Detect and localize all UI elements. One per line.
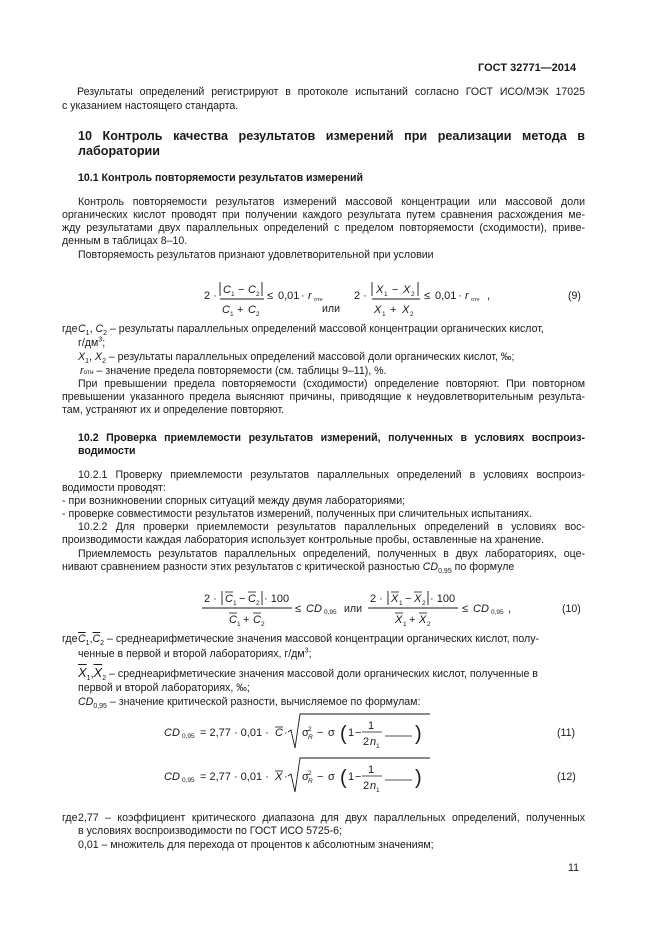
eq9-r-sub: отн — [314, 297, 323, 303]
formula-11 — [160, 710, 586, 756]
eq11-cd-sub: 0,95 — [182, 733, 195, 740]
eq11-paren-left: ( — [340, 723, 347, 745]
eq12-sq: 2 — [308, 770, 312, 777]
eq9-r: r — [308, 290, 312, 302]
eq11-dot: · — [284, 727, 288, 739]
s102-defCD: $CD_{0,95}$ – значение критической разности, вычисляемое по формулам: — [78, 696, 421, 711]
eq9b-den-x2: X — [402, 304, 410, 316]
eq11-frac-two: 2 — [363, 736, 370, 748]
eq9b-leq: ≤ — [424, 290, 431, 302]
s101-def1: $C_1$, $C_2$ – результаты параллельных определений массовой концентрации органических кислот, — [78, 323, 544, 338]
def-277-line1: 2,77 – коэффициент критического диапазона для двух параллельных определений, полученных — [78, 812, 585, 824]
section-10-title-line-1: 10 Контроль качества результатов измерений при реализации метода в — [78, 129, 585, 143]
eq11-r-sub: R — [308, 734, 313, 741]
eq10b-comma: , — [508, 603, 512, 615]
eq12-cd-sub: 0,95 — [182, 777, 195, 784]
def-001: 0,01 – множитель для перехода от процентов к абсолютным значениям; — [78, 839, 434, 851]
eq11-minus: − — [317, 727, 324, 739]
eq10b-den-plus: + — [409, 614, 416, 626]
eq11-minus2: − — [355, 727, 362, 739]
eq11-sq: 2 — [308, 726, 312, 733]
eq9-den-c1-sub: 1 — [230, 311, 234, 318]
s101-p3-line3: там, устраняют их и определение повторяют. — [62, 404, 285, 416]
eq10b-den-x2: X — [419, 614, 427, 626]
section-10-1-title: 10.1 Контроль повторяемости результатов измерений — [78, 172, 364, 184]
s101-p3-line1: При превышении предела повторяемости (сходимости) определение повторяют. При повторном — [78, 378, 585, 390]
eq12-frac-one: 1 — [368, 764, 375, 776]
eq12-minus2: − — [355, 771, 362, 783]
section-10-2-title-line2: водимости — [78, 445, 136, 457]
eq9b-factor: 0,01 — [435, 290, 457, 302]
s101-where: где — [62, 323, 78, 335]
s102-defX-line1: $\overline{X}_1,\overline{X}_2$ – среднеарифметические значения массовой доли органических кислот, полученные в — [78, 665, 538, 683]
eq9-c1-sub: 1 — [231, 291, 235, 298]
eq10-den-c1: C — [229, 614, 237, 626]
eq9b-dot: · — [458, 290, 462, 302]
s102-defX-line2: первой и второй лабораториях, ‰; — [78, 682, 250, 694]
section-10-title-line-2: лаборатории — [78, 144, 161, 158]
eq12-sigma2: σ — [328, 771, 335, 783]
eq10b-den-x2-sub: 2 — [427, 621, 431, 628]
eq9-c1: C — [223, 284, 231, 296]
eq10-number: (10) — [562, 603, 581, 615]
eq10-cd-sub: 0,95 — [324, 609, 337, 616]
intro-line-2: с указанием настоящего стандарта. — [62, 100, 239, 112]
eq12-r-sub: R — [308, 778, 313, 785]
eq9b-coef: 2 · — [354, 290, 367, 302]
eq10-den-c2-sub: 2 — [261, 621, 265, 628]
eq10-minus: − — [239, 593, 246, 605]
eq11-paren-right: ) — [415, 723, 422, 745]
eq9-coef: 2 · — [204, 290, 217, 302]
eq10b-x1-sub: 1 — [399, 600, 403, 607]
s101-p1-line3: жду результатами двух параллельных определений с пределом повторяемости (сходимости), приве- — [62, 222, 585, 234]
s102-p2-line1: 10.2.2 Для проверки приемлемости результатов параллельных определений в условиях вос- — [78, 521, 585, 533]
eq11-number: (11) — [557, 727, 576, 739]
s102-p2-line2: производимости каждая лаборатория использует контрольные пробы, оставленные на хранение. — [62, 534, 545, 546]
eq11-sigma: σ — [302, 727, 309, 739]
eq9b-x2: X — [403, 284, 411, 296]
eq9b-minus: − — [392, 284, 399, 296]
eq9b-den-plus: + — [390, 304, 397, 316]
standard-code: ГОСТ 32771—2014 — [478, 62, 577, 74]
s101-p1-line4: денным в таблицах 8–10. — [62, 235, 188, 247]
eq12-number: (12) — [557, 771, 576, 783]
def-277-line2: в условиях воспроизводимости по ГОСТ ИСО 5725-6; — [78, 825, 343, 837]
s102-p1-line2: водимости проводят: — [62, 482, 166, 494]
eq10b-minus: − — [405, 593, 412, 605]
eq11-sigma2: σ — [328, 727, 335, 739]
eq9-or: или — [322, 303, 341, 315]
eq12-n: n — [370, 780, 377, 792]
s101-p1-line2: органических кислот проводят при получении каждого результата путем сравнения расхождения ме- — [62, 209, 585, 221]
eq11-n: n — [370, 736, 377, 748]
eq10b-cd: CD — [473, 603, 489, 615]
eq9b-comma: , — [487, 290, 491, 302]
eq11-rhs: = 2,77 · 0,01 · — [200, 727, 269, 739]
eq10b-den-x1: X — [395, 614, 403, 626]
eq11-cd: CD — [164, 727, 180, 739]
eq10-hundred: · 100 — [264, 593, 290, 605]
eq10-or: или — [344, 603, 363, 615]
s101-p1-line1: Контроль повторяемости результатов измерений массовой концентрации или массовой доли — [78, 196, 585, 208]
eq12-paren-left: ( — [340, 767, 347, 789]
eq9-number: (9) — [568, 290, 581, 302]
eq10-coef: 2 · — [204, 593, 217, 605]
eq12-minus: − — [317, 771, 324, 783]
eq12-dot: · — [284, 771, 288, 783]
eq9b-x1: X — [376, 284, 384, 296]
eq10-leq: ≤ — [295, 603, 302, 615]
intro-line-1: Результаты определений регистрируют в протоколе испытаний согласно ГОСТ ИСО/МЭК 17025 — [77, 86, 585, 98]
s102-defC-line1: $\overline{C}_1,\overline{C}_2$ – среднеарифметические значения массовой концентрации органических кислот, полу- — [78, 633, 540, 648]
s102-p3-line1: Приемлемость результатов параллельных определений, полученных в двух лабораториях, оце- — [78, 548, 585, 560]
eq9-den-c2: C — [248, 304, 256, 316]
eq9b-den-x1: X — [374, 304, 382, 316]
eq9-factor: 0,01 — [278, 290, 300, 302]
s101-def1-cont: $г/дм^3$; — [78, 336, 106, 349]
s101-def1-text: – результаты параллельных определений массовой концентрации органических кислот, — [109, 323, 544, 335]
eq9b-den-x1-sub: 1 — [382, 311, 386, 318]
formula-10 — [196, 582, 586, 632]
eq10b-den-x1-sub: 1 — [403, 621, 407, 628]
eq11-frac-one: 1 — [368, 720, 375, 732]
eq12-one: 1 — [348, 771, 355, 783]
eq9b-r: r — [465, 290, 469, 302]
eq10b-x2-sub: 2 — [422, 600, 426, 607]
eq10b-cd-sub: 0,95 — [491, 609, 504, 616]
eq12-rhs: = 2,77 · 0,01 · — [200, 771, 269, 783]
eq9b-x2-sub: 2 — [411, 291, 415, 298]
s102-bullet-2: - проверке совместимости результатов измерений, полученных при сличительных испытаниях. — [62, 508, 533, 520]
s102-p3-line2: нивают сравнением разности этих результатов с критической разностью $CD_{0,95}$ по формуле — [62, 561, 515, 576]
eq12-cd: CD — [164, 771, 180, 783]
eq10-den-plus: + — [243, 614, 250, 626]
section-10-2-title-line1: 10.2 Проверка приемлемости результатов измерений, полученных в условиях воспроиз- — [78, 432, 585, 444]
s101-p3-line2: превышении указанного предела выясняют причины, приводящие к неудовлетворительным результа- — [62, 391, 585, 403]
eq10b-coef: 2 · — [370, 593, 383, 605]
s102-bullet-1: - при возникновении спорных ситуаций между двумя лабораториями; — [62, 495, 406, 507]
eq12-paren-right: ) — [415, 767, 422, 789]
eq9-c2: C — [248, 284, 256, 296]
s101-p2: Повторяемость результатов признают удовлетворительной при условии — [78, 249, 434, 261]
s102-defC-line2: ченные в первой и второй лабораториях, $г/дм^3$; — [78, 647, 312, 660]
eq10-cd: CD — [306, 603, 322, 615]
eq10-den-c2: C — [253, 614, 261, 626]
eq10-c2: C — [248, 593, 256, 605]
eq9-minus: − — [238, 284, 245, 296]
eq12-n-sub: 1 — [376, 787, 380, 794]
eq9-dot: · — [301, 290, 305, 302]
eq10-c1: C — [225, 593, 233, 605]
formula-9 — [196, 268, 586, 320]
eq10-c1-sub: 1 — [233, 600, 237, 607]
s101-def2: $X_1$, $X_2$ – результаты параллельных определений массовой доли органических кислот, ‰; — [78, 351, 515, 366]
eq9b-den-x2-sub: 2 — [410, 311, 414, 318]
eq11-one: 1 — [348, 727, 355, 739]
page-number: 11 — [568, 862, 579, 874]
s101-def3: rотн – значение предела повторяемости (см. таблицы 9–11), %. — [80, 365, 387, 377]
eq12-frac-two: 2 — [363, 780, 370, 792]
eq10-c2-sub: 2 — [256, 600, 260, 607]
s102-where-2: где — [62, 812, 78, 824]
s102-p1-line1: 10.2.1 Проверку приемлемости результатов параллельных определений в условиях воспроиз- — [78, 469, 585, 481]
eq9b-x1-sub: 1 — [384, 291, 388, 298]
eq9-c2-sub: 2 — [256, 291, 260, 298]
eq10b-leq: ≤ — [462, 603, 469, 615]
s102-where: где — [62, 633, 78, 645]
formula-12 — [160, 754, 586, 800]
eq10b-hundred: · 100 — [430, 593, 456, 605]
eq9-den-plus: + — [237, 304, 244, 316]
eq11-c: C — [275, 727, 283, 739]
eq9-den-c2-sub: 2 — [256, 311, 260, 318]
eq10b-x2: X — [414, 593, 422, 605]
eq10-den-c1-sub: 1 — [237, 621, 241, 628]
eq12-x: X — [275, 771, 283, 783]
eq9-leq: ≤ — [267, 290, 274, 302]
eq9-den-c1: C — [222, 304, 230, 316]
eq11-n-sub: 1 — [376, 743, 380, 750]
eq9b-r-sub: отн — [471, 297, 480, 303]
eq10b-x1: X — [391, 593, 399, 605]
eq12-sigma: σ — [302, 771, 309, 783]
